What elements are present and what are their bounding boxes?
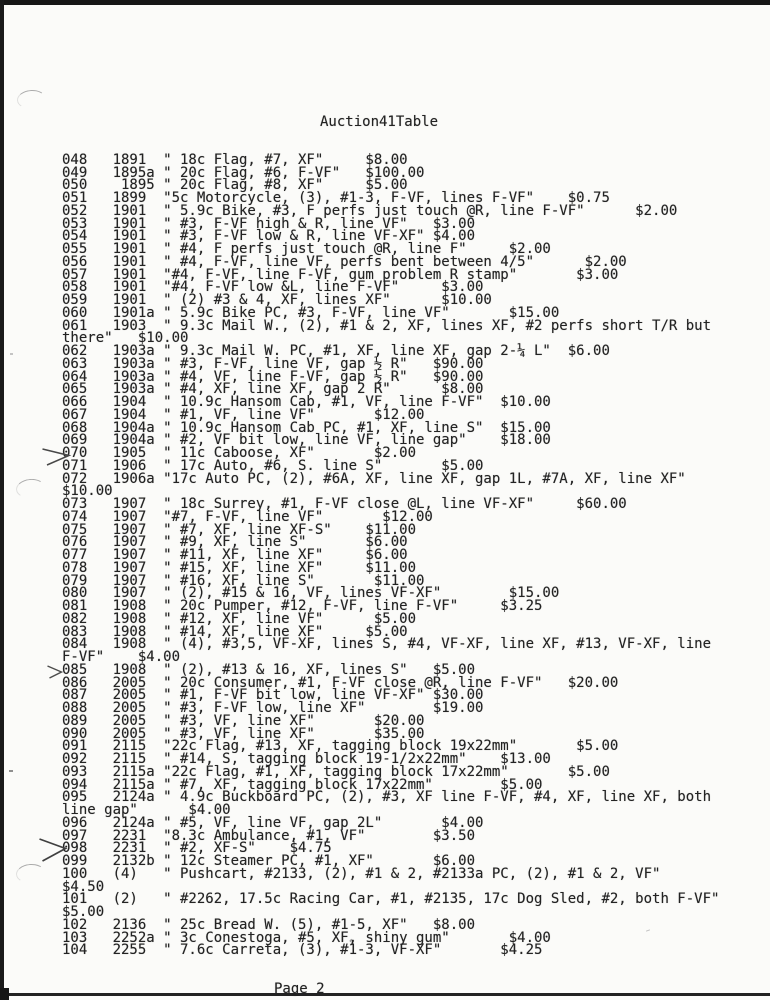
table-row: 073 1907 " 18c Surrey, #1, F-VF close @L, line VF-XF" $60.00 — [62, 496, 627, 512]
scan-speck — [9, 770, 13, 772]
table-row: 087 2005 " #1, F-VF bit low, line VF-XF" $30.00 — [62, 687, 484, 704]
table-row: 091 2115 "22c Flag, #13, XF, tagging block 19x22mm" $5.00 — [62, 738, 619, 755]
table-row: 056 1901 " #4, F-VF, line VF, perfs bent between 4/5" $2.00 — [62, 253, 627, 270]
table-row: 089 2005 " #3, VF, line XF" $20.00 — [62, 712, 425, 729]
table-row: 052 1901 " 5.9c Bike, #3, F perfs just touch @R, line F-VF" $2.00 — [62, 202, 678, 219]
table-row-continuation: F-VF" $4.00 — [62, 649, 181, 665]
table-row-continuation: $5.00 — [62, 904, 105, 920]
table-row: 062 1903a " 9.3c Mail W. PC, #1, XF, line XF, gap 2-¼ L" $6.00 — [62, 343, 610, 359]
table-row: 082 1908 " #12, XF, line VF" $5.00 — [62, 610, 417, 627]
table-row: 095 2124a " 4.9c Buckboard PC, (2), #3, XF line F-VF, #4, XF, line XF, both — [62, 789, 712, 806]
table-row: 102 2136 " 25c Bread W. (5), #1-5, XF" $8.00 — [62, 916, 476, 933]
scan-speck — [10, 353, 13, 355]
table-row: 069 1904a " #2, VF bit low, line VF, line gap" $18.00 — [62, 432, 551, 449]
table-row: 070 1905 " 11c Caboose, XF" $2.00 — [62, 447, 752, 460]
table-row: 077 1907 " #11, XF, line XF" $6.00 — [62, 547, 408, 563]
table-row: 048 1891 " 18c Flag, #7, XF" $8.00 — [62, 151, 408, 168]
table-row: 090 2005 " #3, VF, line XF" $35.00 — [62, 725, 425, 742]
table-row: 096 2124a " #5, VF, line VF, gap 2L" $4.00 — [62, 814, 484, 831]
table-row: 099 2132b " 12c Steamer PC, #1, XF" $6.00 — [62, 853, 476, 869]
table-row: 065 1903a " #4, XF, line XF, gap 2 R" $8.00 — [62, 381, 484, 398]
scan-edge-top — [0, 0, 770, 5]
table-row: 103 2252a " 3c Conestoga, #5, XF, shiny gum" $4.00 — [62, 929, 551, 946]
table-row: 053 1901 " #3, F-VF high & R, line VF" $3.00 — [62, 215, 476, 232]
table-row: 055 1901 " #4, F perfs just touch @R, line F" $2.00 — [62, 241, 551, 257]
scan-edge-left — [0, 0, 4, 1000]
table-row: 071 1906 " 17c Auto, #6, S. line S" $5.00 — [62, 457, 484, 474]
table-row: 059 1901 " (2) #3 & 4, XF, lines XF" $10.00 — [62, 292, 492, 308]
table-row: 079 1907 " #16, XF, line S" $11.00 — [62, 572, 425, 589]
table-row: 086 2005 " 20c Consumer, #1, F-VF close @R, line F-VF" $20.00 — [62, 674, 619, 691]
table-row: 088 2005 " #3, F-VF low, line XF" $19.00 — [62, 700, 484, 716]
scan-corner-bottom-left — [0, 988, 9, 1000]
table-row: 051 1899 "5c Motorcycle, (3), #1-3, F-VF, lines F-VF" $0.75 — [62, 190, 610, 206]
auction-rows — [62, 151, 752, 959]
table-row-continuation: there" $10.00 — [62, 330, 189, 347]
table-row: 084 1908 " (4), #3,5, VF-XF, lines S, #4, VF-XF, line XF, #13, VF-XF, line — [62, 636, 712, 653]
table-row: 050 1895 " 20c Flag, #8, XF" $5.00 — [62, 177, 408, 194]
table-row: 068 1904a " 10.9c Hansom Cab PC, #1, XF, line S" $15.00 — [62, 419, 551, 436]
table-row: 054 1901 " #3, F-VF low & R, line VF-XF" $4.00 — [62, 228, 476, 245]
table-row: 074 1907 "#7, F-VF, line VF" $12.00 — [62, 508, 433, 525]
table-row: 080 1907 " (2), #15 & 16, VF, lines VF-XF" $15.00 — [62, 585, 560, 602]
table-row: 094 2115a " #7, XF, tagging block 17x22mm" $5.00 — [62, 776, 543, 793]
table-row: 067 1904 " #1, VF, line VF" $12.00 — [62, 406, 425, 423]
pencil-arc-mark — [15, 478, 46, 500]
table-row-continuation: line gap" $4.00 — [62, 802, 231, 818]
page-number: Page 2 — [274, 980, 325, 997]
table-row-continuation: $4.50 — [62, 878, 105, 895]
table-row: 072 1906a "17c Auto PC, (2), #6A, XF, line XF, gap 1L, #7A, XF, line XF" — [62, 470, 686, 487]
table-row: 076 1907 " #9, XF, line S" $6.00 — [62, 534, 408, 551]
table-row: 085 1908 " (2), #13 & 16, XF, lines S" $5.00 — [62, 664, 752, 677]
table-row: 060 1901a " 5.9c Bike PC, #3, F-VF, line VF" $15.00 — [62, 304, 560, 321]
table-row: 083 1908 " #14, XF, line XF" $5.00 — [62, 623, 408, 640]
table-row: 081 1908 " 20c Pumper, #12, F-VF, line F-VF" $3.25 — [62, 598, 543, 614]
table-row-continuation: $10.00 — [62, 483, 113, 500]
pencil-arc-mark — [15, 863, 46, 884]
page-title: Auction41Table — [320, 113, 439, 130]
pencil-arc-mark — [16, 89, 46, 110]
table-row: 057 1901 "#4, F-VF, line F-VF, gum problem R stamp" $3.00 — [62, 266, 619, 283]
table-row: 097 2231 "8.3c Ambulance, #1, VF" $3.50 — [62, 827, 476, 844]
table-row: 061 1903 " 9.3c Mail W., (2), #1 & 2, XF, lines XF, #2 perfs short T/R but — [62, 317, 712, 334]
table-row: 093 2115a "22c Flag, #1, XF, tagging block 17x22mm" $5.00 — [62, 763, 610, 780]
table-row: 064 1903a " #4, VF, line F-VF, gap ½ R" $90.00 — [62, 368, 484, 385]
table-row: 101 (2) " #2262, 17.5c Racing Car, #1, #2135, 17c Dog Sled, #2, both F-VF" — [62, 891, 720, 908]
table-row: 100 (4) " Pushcart, #2133, (2), #1 & 2, #2133a PC, (2), #1 & 2, VF" — [62, 865, 661, 882]
auction-table — [62, 90, 752, 1000]
table-row: 098 2231 " #2, XF-S" $4.75 — [62, 842, 752, 855]
table-row: 066 1904 " 10.9c Hansom Cab, #1, VF, line F-VF" $10.00 — [62, 394, 551, 410]
table-row: 092 2115 " #14, S, tagging block 19-1/2x22mm" $13.00 — [62, 751, 551, 767]
table-row: 078 1907 " #15, XF, line XF" $11.00 — [62, 559, 417, 576]
table-row: 063 1903a " #3, F-VF, line VF, gap ½ R" $90.00 — [62, 355, 484, 372]
table-row: 104 2255 " 7.6c Carreta, (3), #1-3, VF-XF" $4.25 — [62, 942, 543, 959]
table-row: 058 1901 "#4, F-VF low &L, line F-VF" $3.00 — [62, 279, 484, 296]
table-row: 049 1895a " 20c Flag, #6, F-VF" $100.00 — [62, 164, 425, 181]
table-row: 075 1907 " #7, XF, line XF-S" $11.00 — [62, 521, 417, 538]
